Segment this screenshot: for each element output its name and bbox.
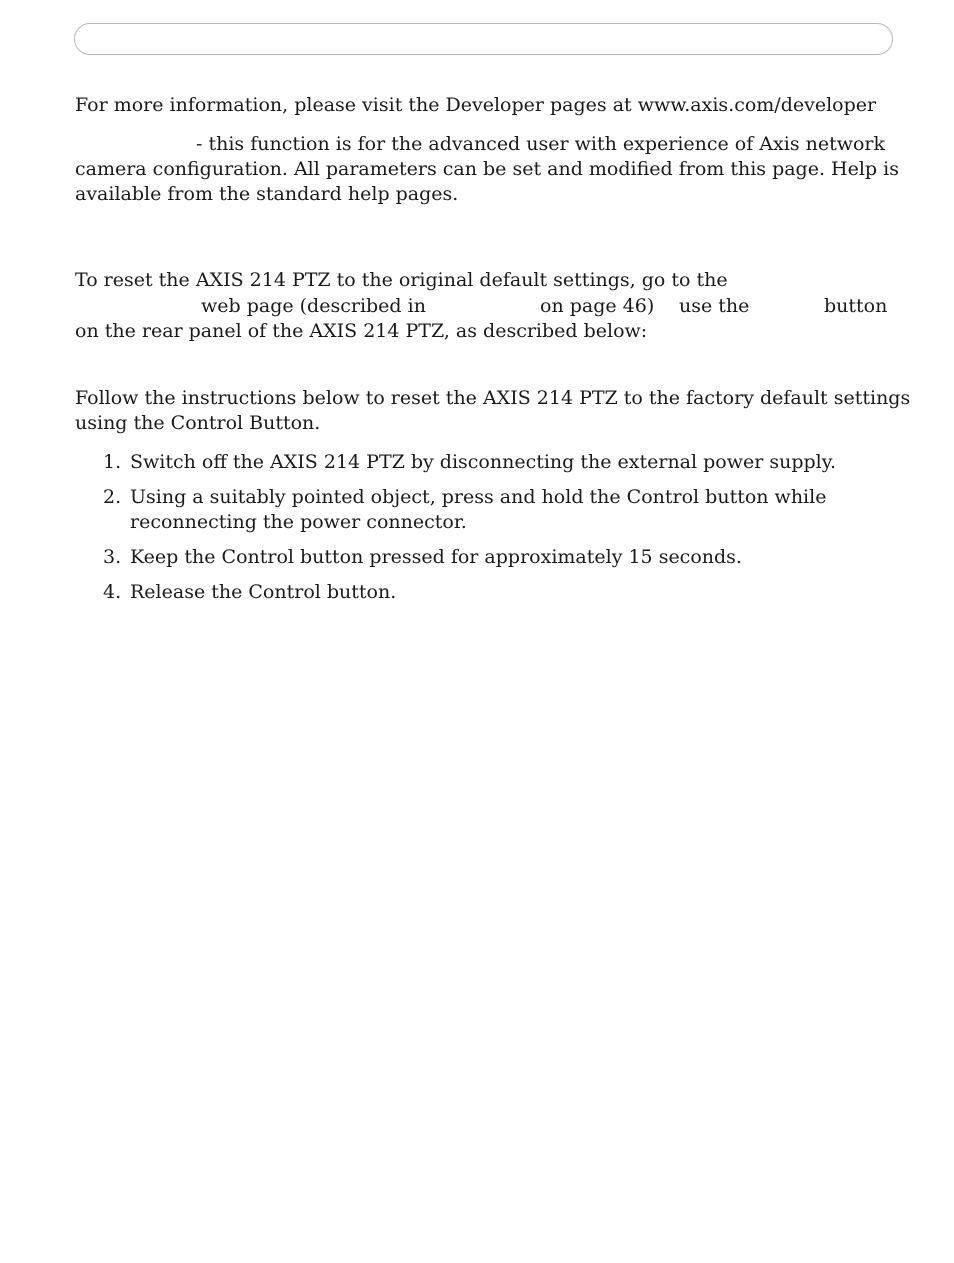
header-frame — [74, 23, 893, 55]
step-number: 1. — [103, 451, 122, 473]
step-text: Switch off the AXIS 214 PTZ by disconnecting the external power supply. — [130, 451, 836, 473]
reset-intro-line-2c: use the — [679, 295, 750, 317]
list-item — [75, 450, 865, 475]
step-number: 4. — [103, 581, 122, 603]
list-item — [75, 485, 865, 535]
reset-intro-line-2d: button — [824, 295, 888, 317]
list-item — [75, 580, 865, 605]
reset-intro-line-1: To reset the AXIS 214 PTZ to the original default settings, go to the — [75, 269, 728, 291]
plain-config-line-3: available from the standard help pages. — [75, 183, 459, 205]
step-text: Release the Control button. — [130, 581, 397, 603]
step-text: Keep the Control button pressed for approximately 15 seconds. — [130, 546, 742, 568]
step-number: 2. — [103, 486, 122, 508]
step-text: Using a suitably pointed object, press and hold the Control button while reconnecting the power connector. — [130, 486, 827, 533]
list-item — [75, 545, 865, 570]
control-button-line-1: Follow the instructions below to reset the AXIS 214 PTZ to the factory default settings — [75, 387, 911, 409]
step-number: 3. — [103, 546, 122, 568]
reset-intro-line-3: on the rear panel of the AXIS 214 PTZ, as described below: — [75, 320, 648, 342]
reset-intro-line-2a: web page (described in — [201, 295, 426, 317]
plain-config-line-1: - this function is for the advanced user with experience of Axis network — [196, 133, 886, 155]
reset-steps-list — [75, 450, 865, 615]
developer-info-text: For more information, please visit the Developer pages at www.axis.com/developer — [75, 94, 877, 116]
control-button-line-2: using the Control Button. — [75, 412, 321, 434]
reset-intro-line-2b: on page 46) — [540, 295, 655, 317]
plain-config-line-2: camera configuration. All parameters can be set and modified from this page. Help is — [75, 158, 899, 180]
